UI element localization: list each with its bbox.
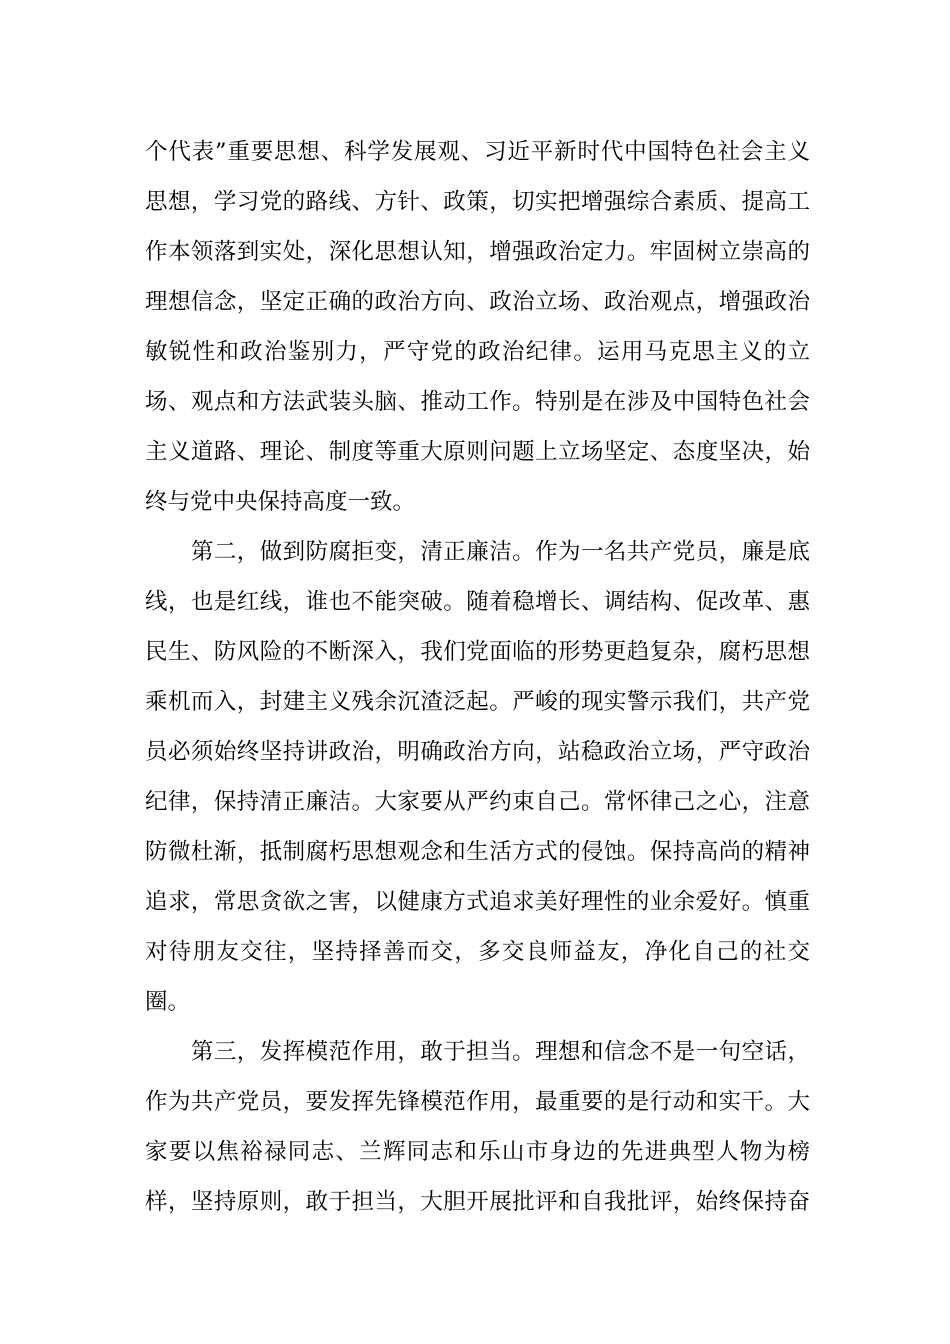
text-line: 第二，做到防腐拒变，清正廉洁。作为一名共产党员，廉是底 xyxy=(145,539,810,565)
text-line: 纪律，保持清正廉洁。大家要从严约束自己。常怀律己之心，注意 xyxy=(145,789,810,815)
text-line: 民生、防风险的不断深入，我们党面临的形势更趋复杂，腐朽思想 xyxy=(145,639,810,665)
text-line: 终与党中央保持高度一致。 xyxy=(145,489,416,515)
text-line: 思想，学习党的路线、方针、政策，切实把增强综合素质、提高工 xyxy=(145,189,810,215)
document-body xyxy=(145,127,810,1227)
text-line: 场、观点和方法武装头脑、推动工作。特别是在涉及中国特色社会 xyxy=(145,389,810,415)
text-line: 作本领落到实处，深化思想认知，增强政治定力。牢固树立崇高的 xyxy=(145,239,810,265)
text-line: 家要以焦裕禄同志、兰辉同志和乐山市身边的先进典型人物为榜 xyxy=(145,1139,810,1165)
text-line: 乘机而入，封建主义残余沉渣泛起。严峻的现实警示我们，共产党 xyxy=(145,689,810,715)
text-line: 个代表”重要思想、科学发展观、习近平新时代中国特色社会主义 xyxy=(145,139,810,165)
text-line: 追求，常思贪欲之害，以健康方式追求美好理性的业余爱好。慎重 xyxy=(145,889,810,915)
text-line: 作为共产党员，要发挥先锋模范作用，最重要的是行动和实干。大 xyxy=(145,1089,810,1115)
text-line: 员必须始终坚持讲政治，明确政治方向，站稳政治立场，严守政治 xyxy=(145,739,810,765)
text-line: 主义道路、理论、制度等重大原则问题上立场坚定、态度坚决，始 xyxy=(145,439,810,465)
text-line: 线，也是红线，谁也不能突破。随着稳增长、调结构、促改革、惠 xyxy=(145,589,810,615)
text-line: 对待朋友交往，坚持择善而交，多交良师益友，净化自己的社交 xyxy=(145,939,810,965)
text-line: 样，坚持原则，敢于担当，大胆开展批评和自我批评，始终保持奋 xyxy=(145,1189,810,1215)
text-line: 防微杜渐，抵制腐朽思想观念和生活方式的侵蚀。保持高尚的精神 xyxy=(145,839,810,865)
text-line: 圈。 xyxy=(145,989,191,1015)
text-line: 敏锐性和政治鉴别力，严守党的政治纪律。运用马克思主义的立 xyxy=(145,339,810,365)
text-line: 第三，发挥模范作用，敢于担当。理想和信念不是一句空话， xyxy=(145,1039,810,1065)
text-line: 理想信念，坚定正确的政治方向、政治立场、政治观点，增强政治 xyxy=(145,289,810,315)
